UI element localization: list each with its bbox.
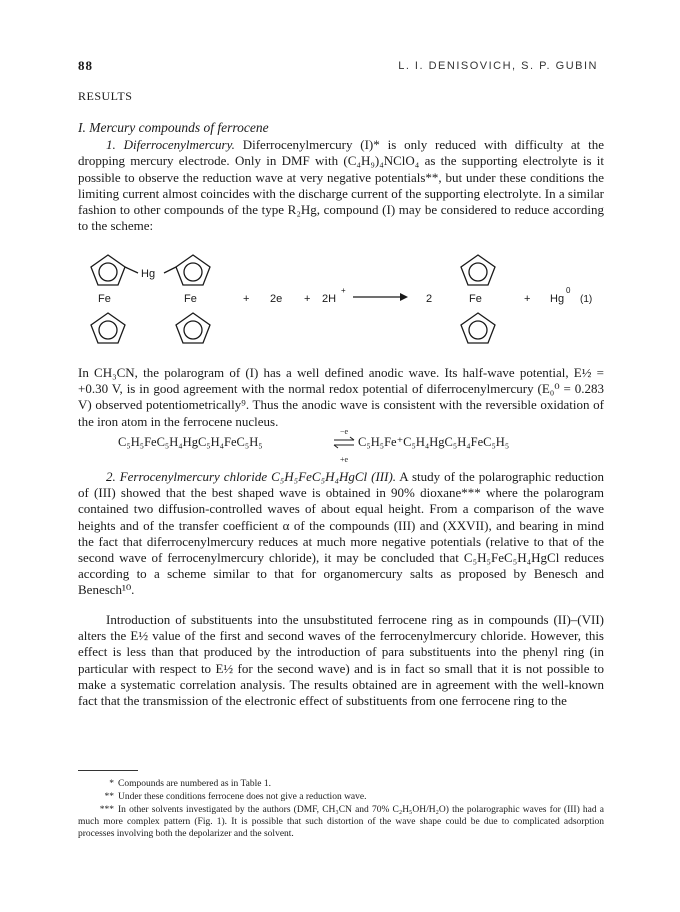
equation-below-arrow: +e <box>340 455 349 464</box>
paragraph-text: A study of the polarographic reduction of (III) showed that the best shaped wave is obtained in 90% dioxane*** where the polarogram contained two diffusion-controlled waves of about equal height. From a comparison of the wave heights and of the transfer coefficient α of the compounds (III) and (XXVII), and bearing in mind the fact that diferrocenylmercury reduces at much more negative potentials (relative to that of the second wave of ferrocenylmercury chloride), it may be concluded that C₅H₅FeC₅H₄HgCl reduces according to a scheme similar to that for organomercury salts as proposed by Benesch and Benesch¹⁰. <box>78 469 604 598</box>
fe-label: Fe <box>469 293 482 305</box>
fe-label: Fe <box>98 293 111 305</box>
page-number: 88 <box>78 58 93 73</box>
plus-sign: + <box>243 293 250 305</box>
equilibrium-arrows <box>334 437 354 448</box>
hg-label: Hg <box>141 268 156 280</box>
paragraph-anodic-wave: In CH₃CN, the polarogram of (I) has a well defined anodic wave. Its half-wave potential, E½ = +0.30 V, is in good agreement with the normal redox potential of diferrocenylmercury (E₀⁰ = 0.283 V) observed potentiometrically⁹. Thus the anodic wave is consistent with the reversible oxidation of the iron atom in the ferrocene nucleus. <box>78 365 604 429</box>
footnote-mark: ** <box>104 792 114 802</box>
equation-number: (1) <box>580 294 593 305</box>
reaction-arrow-head <box>400 293 408 301</box>
footnote <box>78 791 604 803</box>
plus-sign: + <box>304 293 311 305</box>
footnote-mark: *** <box>99 805 114 815</box>
protons: 2H <box>322 293 337 305</box>
reaction-scheme-1 <box>78 247 608 359</box>
paragraph-lead: 1. Diferrocenylmercury. <box>106 137 235 152</box>
equation-right: C₅H₅Fe⁺C₅H₄HgC₅H₄FeC₅H₅ <box>358 435 510 449</box>
paragraph-ferrocenylmercury-chloride <box>78 469 604 599</box>
footnote-text: In other solvents investigated by the authors (DMF, CH₃CN and 70% C₂H₅OH/H₂O) the polarographic waves for (III) had a much more complex pattern (Fig. 1). It is possible that such distortion of the wave shape could be due to complicated adsorption processes involving both the depolarizer and the solvent. <box>78 805 604 839</box>
mercury-label: Hg <box>550 293 565 305</box>
section-heading: RESULTS <box>78 89 133 103</box>
electrons: 2e <box>270 293 283 305</box>
fe-label: Fe <box>184 293 197 305</box>
footnote-text: Compounds are numbered as in Table 1. <box>118 779 271 789</box>
plus-sign: + <box>524 293 531 305</box>
equation-left: C₅H₅FeC₅H₄HgC₅H₄FeC₅H₅ <box>118 435 263 449</box>
footnote-divider <box>78 770 138 771</box>
running-header-authors: L. I. DENISOVICH, S. P. GUBIN <box>398 60 598 72</box>
mercury-oxidation-state: 0 <box>566 286 571 295</box>
paragraph-text: Diferrocenylmercury (I)* is only reduced with difficulty at the dropping mercury electrode. Only in DMF with (C₄H₉)₄NClO₄ as the supporting electrolyte is it possible to observe the reduction wave at very negative potentials**, but under these conditions the limiting current almost coincides with the discharge current of the supporting electrolyte. In a similar fashion to other compounds of the type R₂Hg, compound (I) may be considered to reduce according to the scheme: <box>78 137 604 234</box>
paragraph-lead: 2. Ferrocenylmercury chloride C₅H₅FeC₅H₄HgCl (III). <box>106 469 397 484</box>
paragraph-text: Introduction of substituents into the unsubstituted ferrocene ring as in compounds (II)–(VII) alters the E½ value of the first and second waves of the ferrocenylmercury chloride. However, this effect is less than that produced by the introduction of para substituents into the phenyl ring (in particular with respect to E½ for the second wave) and is in fact so small that it is not possible to make a systematic correlation analysis. The results obtained are in agreement with the well-known fact that the transmission of the electronic effect of substituents from one ferrocene ring to the <box>78 612 604 709</box>
footnote-mark: * <box>109 779 114 789</box>
proton-charge: + <box>341 286 346 295</box>
redox-equilibrium-equation <box>118 424 578 464</box>
footnote <box>78 778 604 790</box>
paragraph-diferrocenylmercury <box>78 137 604 235</box>
equation-above-arrow: −e <box>340 427 349 436</box>
subsection-heading: I. Mercury compounds of ferrocene <box>78 120 269 135</box>
footnote-text: Under these conditions ferrocene does not give a reduction wave. <box>118 792 367 802</box>
footnote <box>78 804 604 840</box>
coefficient: 2 <box>426 293 433 305</box>
paragraph-substituents <box>78 612 604 709</box>
